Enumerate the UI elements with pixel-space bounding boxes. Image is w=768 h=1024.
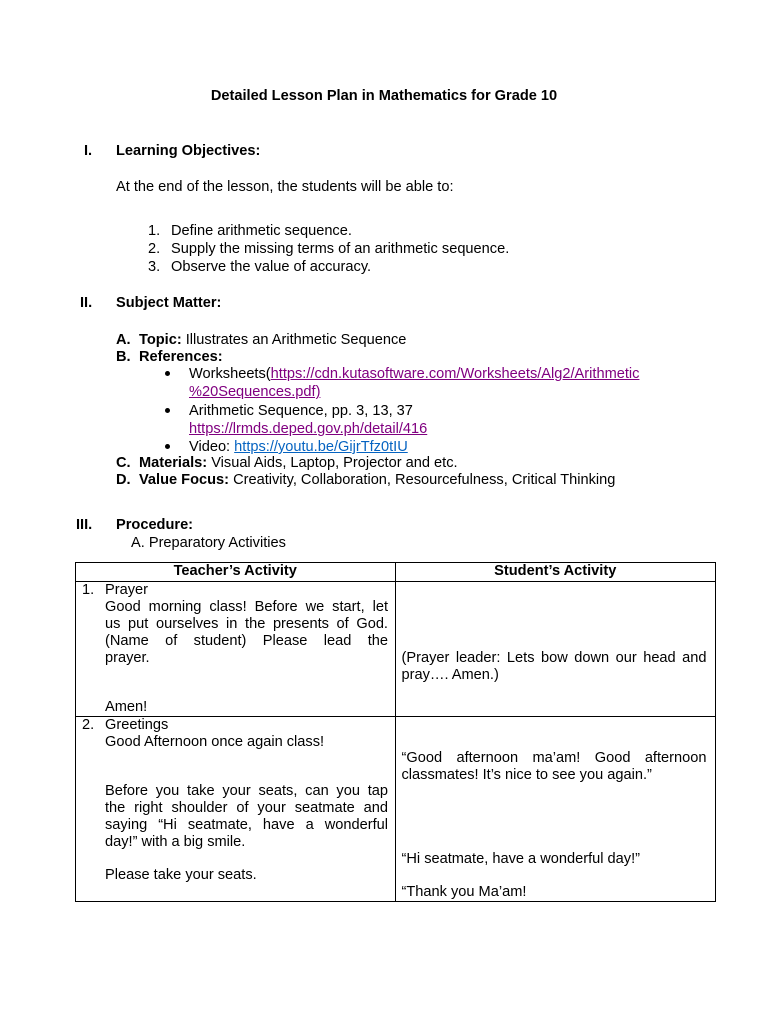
row-number: 1. xyxy=(82,582,95,598)
teacher-text: saying “Hi seatmate, have a wonderful xyxy=(105,817,388,833)
objectives-heading: Learning Objectives: xyxy=(116,143,261,159)
student-cell xyxy=(395,582,716,717)
reference-worksheets xyxy=(189,366,639,383)
student-cell xyxy=(395,717,716,902)
objectives-intro: At the end of the lesson, the students will be able to: xyxy=(116,179,454,195)
student-text: “Thank you Ma’am! xyxy=(401,884,527,900)
materials-value: Visual Aids, Laptop, Projector and etc. xyxy=(207,455,458,471)
bullet-icon xyxy=(165,408,170,413)
section-numeral-2: II. xyxy=(80,295,93,311)
student-text: classmates! It’s nice to see you again.” xyxy=(401,767,652,783)
topic-label: Topic: xyxy=(139,332,182,348)
page-title: Detailed Lesson Plan in Mathematics for Grade 10 xyxy=(210,88,558,104)
procedure-heading: Procedure: xyxy=(116,517,194,533)
table-header-row xyxy=(76,563,716,582)
teacher-text: Good Afternoon once again class! xyxy=(105,734,325,750)
topic-letter: A. xyxy=(116,332,131,348)
teacher-cell xyxy=(76,582,396,717)
column-header-teacher: Teacher’s Activity xyxy=(76,563,396,582)
subject-matter-heading: Subject Matter: xyxy=(116,295,222,311)
student-text: (Prayer leader: Lets bow down our head and xyxy=(401,650,707,666)
objective-num: 1. xyxy=(148,223,161,239)
video-link[interactable]: https://youtu.be/GijrTfz0tIU xyxy=(234,439,408,455)
references-label: References: xyxy=(139,349,223,365)
teacher-text: (Name of student) Please lead the xyxy=(105,633,388,649)
topic-value: Illustrates an Arithmetic Sequence xyxy=(181,332,407,348)
table-row xyxy=(76,717,716,902)
lrmds-link[interactable]: https://lrmds.deped.gov.ph/detail/416 xyxy=(189,421,428,437)
column-header-student: Student’s Activity xyxy=(395,563,716,582)
materials-line xyxy=(139,455,458,472)
row-number: 2. xyxy=(82,717,95,733)
materials-letter: C. xyxy=(116,455,131,471)
references-letter: B. xyxy=(116,349,131,365)
teacher-cell xyxy=(76,717,396,902)
objective-item: Observe the value of accuracy. xyxy=(171,259,372,275)
section-numeral-1: I. xyxy=(84,143,93,159)
topic-line xyxy=(139,332,406,349)
bullet-icon xyxy=(165,371,170,376)
reference-video xyxy=(189,439,408,456)
teacher-text: prayer. xyxy=(105,650,150,666)
teacher-text: Please take your seats. xyxy=(105,867,257,883)
teacher-text: Before you take your seats, can you tap xyxy=(105,783,388,799)
worksheets-link[interactable]: https://cdn.kutasoftware.com/Worksheets/Alg2/Arithmetic xyxy=(270,366,640,382)
objective-item: Supply the missing terms of an arithmetic sequence. xyxy=(171,241,510,257)
objective-num: 3. xyxy=(148,259,161,275)
student-text: pray…. Amen.) xyxy=(401,667,499,683)
teacher-text: day!” with a big smile. xyxy=(105,834,246,850)
table-row xyxy=(76,582,716,717)
objective-num: 2. xyxy=(148,241,161,257)
materials-label: Materials: xyxy=(139,455,208,471)
worksheets-prefix: Worksheets( xyxy=(189,366,271,382)
teacher-text: us put ourselves in the presents of God. xyxy=(105,616,388,632)
worksheets-link-continued[interactable]: %20Sequences.pdf) xyxy=(189,384,321,400)
activities-table xyxy=(75,562,716,902)
activity-title: Greetings xyxy=(105,717,169,733)
value-focus-line xyxy=(139,472,615,489)
video-prefix: Video: xyxy=(189,439,235,455)
reference-arithmetic: Arithmetic Sequence, pp. 3, 13, 37 xyxy=(189,403,413,419)
activity-title: Prayer xyxy=(105,582,148,598)
teacher-text: the right shoulder of your seatmate and xyxy=(105,800,388,816)
value-focus-value: Creativity, Collaboration, Resourcefulness, Critical Thinking xyxy=(229,472,616,488)
section-numeral-3: III. xyxy=(76,517,93,533)
value-focus-label: Value Focus: xyxy=(139,472,230,488)
student-text: “Good afternoon ma’am! Good afternoon xyxy=(401,750,707,766)
teacher-text: Amen! xyxy=(105,699,148,715)
procedure-subheading: A. Preparatory Activities xyxy=(131,535,286,551)
bullet-icon xyxy=(165,444,170,449)
objective-item: Define arithmetic sequence. xyxy=(171,223,352,239)
student-text: “Hi seatmate, have a wonderful day!” xyxy=(401,851,640,867)
teacher-text: Good morning class! Before we start, let xyxy=(105,599,388,615)
value-focus-letter: D. xyxy=(116,472,131,488)
